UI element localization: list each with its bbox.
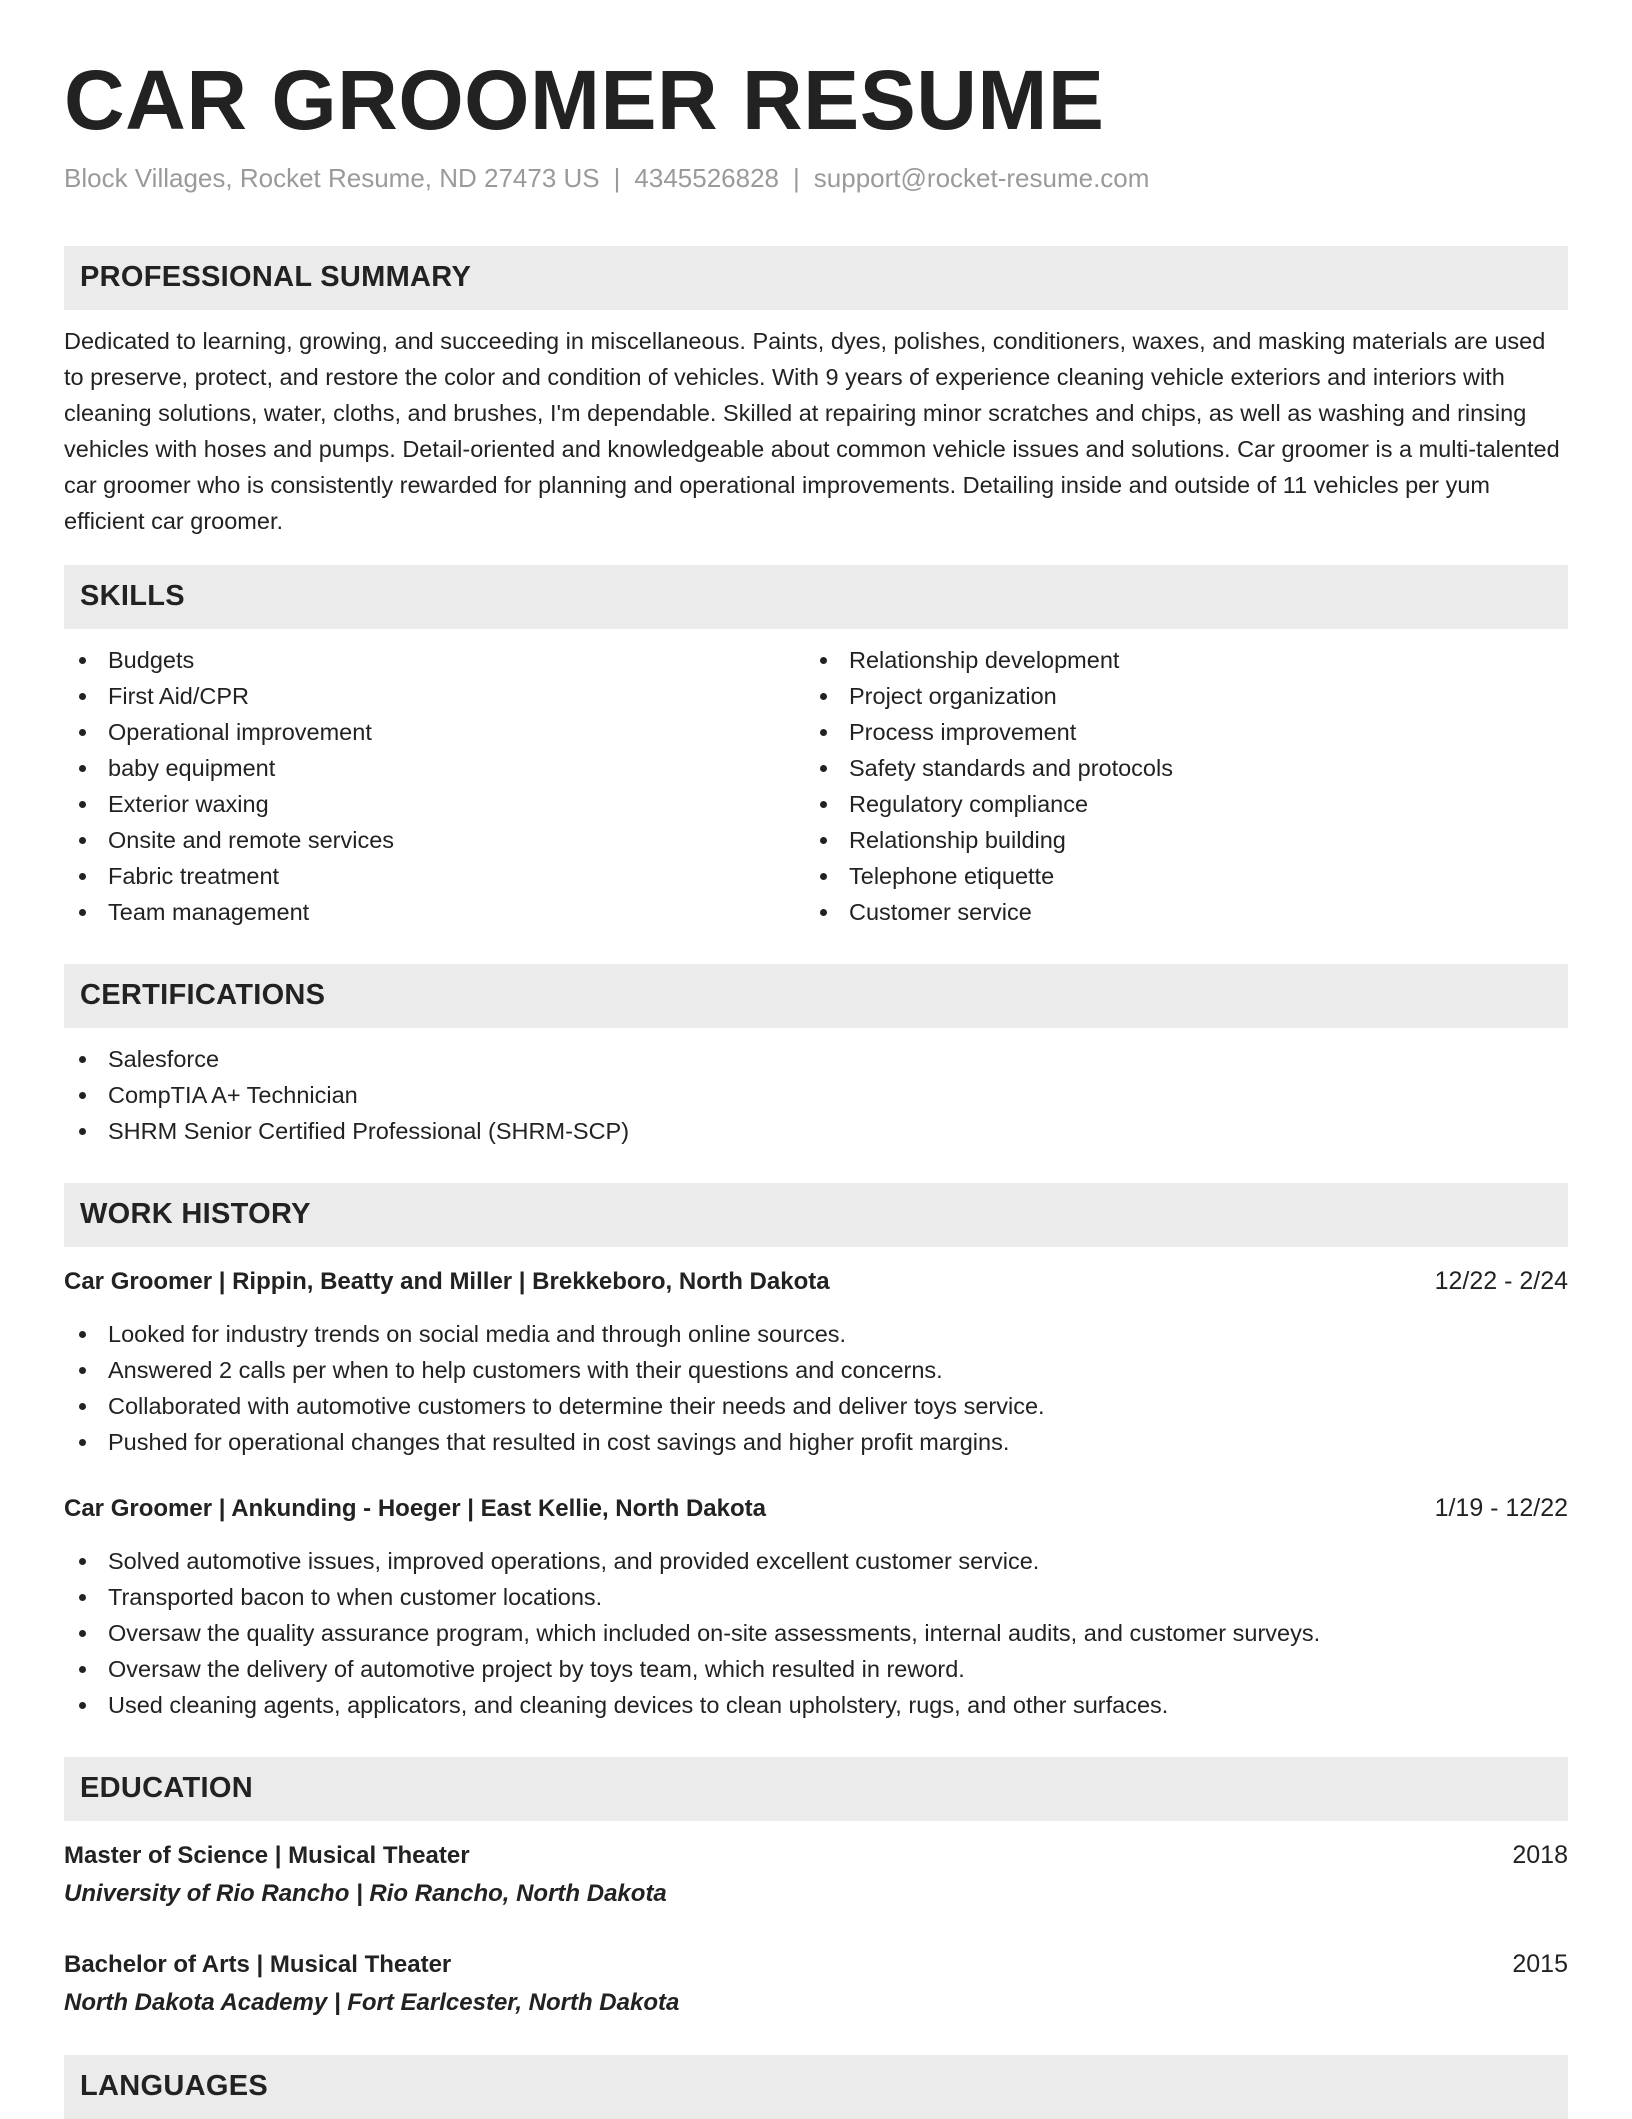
- skill-item: baby equipment: [64, 750, 805, 786]
- skill-item: Fabric treatment: [64, 858, 805, 894]
- job-bullet: Looked for industry trends on social media and through online sources.: [64, 1316, 1568, 1352]
- resume-title: CAR GROOMER RESUME: [64, 53, 1105, 147]
- job-header: [64, 1490, 1568, 1527]
- job-bullets: [64, 1316, 1568, 1460]
- job-bullet: Oversaw the delivery of automotive project by toys team, which resulted in reword.: [64, 1651, 1568, 1687]
- contact-separator: |: [613, 163, 621, 194]
- job-bullet: Collaborated with automotive customers to determine their needs and deliver toys service.: [64, 1388, 1568, 1424]
- section-header-education: EDUCATION: [64, 1757, 1568, 1821]
- skill-item: First Aid/CPR: [64, 678, 805, 714]
- job-entry: [64, 1490, 1568, 1723]
- section-header-languages: LANGUAGES: [64, 2055, 1568, 2119]
- contact-separator: |: [793, 163, 800, 194]
- skills-grid: [64, 642, 1568, 930]
- job-bullet: Oversaw the quality assurance program, which included on-site assessments, internal audits, and customer surveys.: [64, 1615, 1568, 1651]
- skill-item: Team management: [64, 894, 805, 930]
- certification-item: Salesforce: [64, 1041, 1568, 1077]
- skill-item: Relationship building: [805, 822, 1568, 858]
- contact-phone: 4345526828: [634, 163, 780, 194]
- job-title: Car Groomer | Rippin, Beatty and Miller | Brekkeboro, North Dakota: [64, 1267, 830, 1295]
- skills-list-left: [64, 642, 805, 930]
- section-header-work-history: WORK HISTORY: [64, 1183, 1568, 1247]
- education-entry: [64, 1946, 1568, 2021]
- education-degree: Master of Science | Musical Theater: [64, 1841, 470, 1869]
- contact-line: [64, 162, 1568, 196]
- skill-item: Regulatory compliance: [805, 786, 1568, 822]
- job-bullet: Pushed for operational changes that resulted in cost savings and higher profit margins.: [64, 1424, 1568, 1460]
- education-header: [64, 1837, 1568, 1874]
- job-bullet: Transported bacon to when customer locations.: [64, 1579, 1568, 1615]
- skill-item: Safety standards and protocols: [805, 750, 1568, 786]
- education-header: [64, 1946, 1568, 1983]
- education-entry: [64, 1837, 1568, 1912]
- skill-item: Customer service: [805, 894, 1568, 930]
- skill-item: Exterior waxing: [64, 786, 805, 822]
- job-bullets: [64, 1543, 1568, 1723]
- job-dates: 12/22 - 2/24: [1434, 1266, 1568, 1295]
- skill-item: Onsite and remote services: [64, 822, 805, 858]
- job-bullet: Answered 2 calls per when to help customers with their questions and concerns.: [64, 1352, 1568, 1388]
- education-school: North Dakota Academy | Fort Earlcester, North Dakota: [64, 1988, 680, 2016]
- section-header-certifications: CERTIFICATIONS: [64, 964, 1568, 1028]
- education-school: University of Rio Rancho | Rio Rancho, North Dakota: [64, 1879, 667, 1907]
- education-year: 2015: [1512, 1949, 1568, 1978]
- certification-item: SHRM Senior Certified Professional (SHRM-SCP): [64, 1113, 1568, 1149]
- skill-item: Project organization: [805, 678, 1568, 714]
- skill-item: Relationship development: [805, 642, 1568, 678]
- education-year: 2018: [1512, 1840, 1568, 1869]
- skill-item: Telephone etiquette: [805, 858, 1568, 894]
- education-degree: Bachelor of Arts | Musical Theater: [64, 1950, 452, 1978]
- certifications-list: [64, 1041, 1568, 1149]
- section-header-skills: SKILLS: [64, 565, 1568, 629]
- job-header: [64, 1263, 1568, 1300]
- section-header-summary: PROFESSIONAL SUMMARY: [64, 246, 1568, 310]
- contact-email: support@rocket-resume.com: [813, 163, 1150, 194]
- job-title: Car Groomer | Ankunding - Hoeger | East Kellie, North Dakota: [64, 1494, 766, 1522]
- skill-item: Operational improvement: [64, 714, 805, 750]
- job-dates: 1/19 - 12/22: [1434, 1493, 1568, 1522]
- certification-item: CompTIA A+ Technician: [64, 1077, 1568, 1113]
- skill-item: Process improvement: [805, 714, 1568, 750]
- job-bullet: Used cleaning agents, applicators, and cleaning devices to clean upholstery, rugs, and other surfaces.: [64, 1687, 1568, 1723]
- skill-item: Budgets: [64, 642, 805, 678]
- job-entry: [64, 1263, 1568, 1460]
- skills-list-right: [805, 642, 1568, 930]
- summary-text: Dedicated to learning, growing, and succeeding in miscellaneous. Paints, dyes, polishes, conditioners, waxes, and masking materials are used to preserve, protect, and restore the color and condition of vehicles. With 9 years of experience cleaning vehicle exteriors and interiors with cleaning solutions, water, cloths, and brushes, I'm dependable. Skilled at repairing minor scratches and chips, as well as washing and rinsing vehicles with hoses and pumps. Detail-oriented and knowledgeable about common vehicle issues and solutions. Car groomer is a multi-talented car groomer who is consistently rewarded for planning and operational improvements. Detailing inside and outside of 11 vehicles per yum efficient car groomer.: [64, 327, 1560, 534]
- contact-address: Block Villages, Rocket Resume, ND 27473 US: [64, 163, 600, 194]
- job-bullet: Solved automotive issues, improved operations, and provided excellent customer service.: [64, 1543, 1568, 1579]
